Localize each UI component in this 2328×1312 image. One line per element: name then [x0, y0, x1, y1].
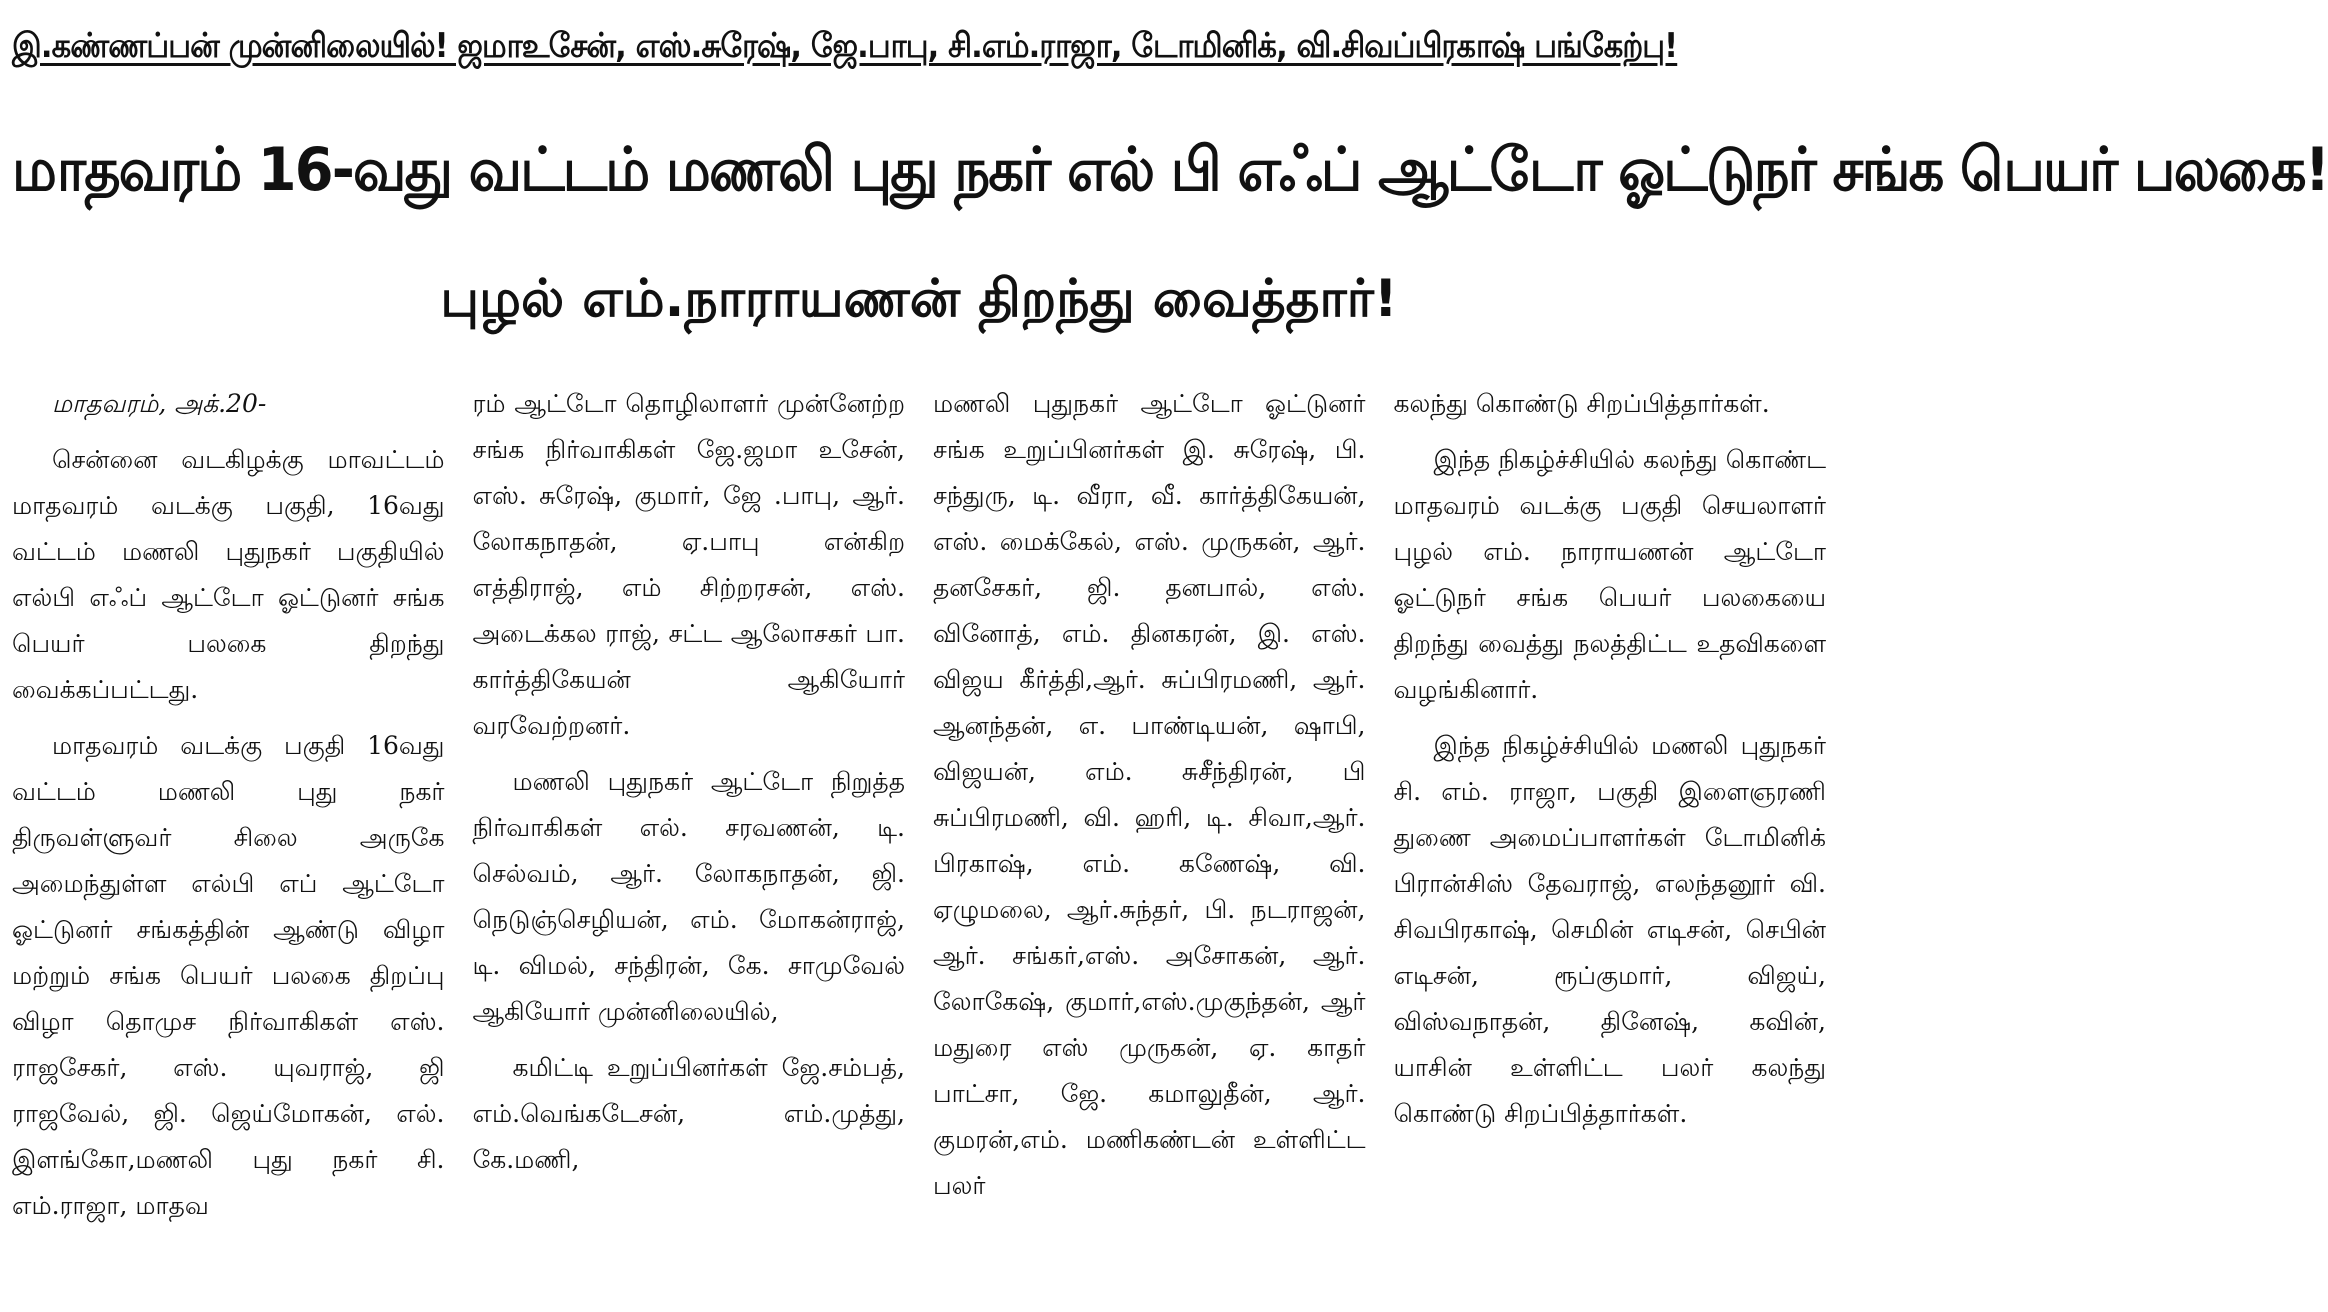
paragraph: சென்னை வடகிழக்கு மாவட்டம் மாதவரம் வடக்கு பகுதி, 16வது வட்டம் மணலி புதுநகர் பகுதியில் எல்பி எஃப் ஆட்டோ ஓட்டுனர் சங்க பெயர் பலகை திறந்து வைக்கப்பட்டது. [12, 445, 445, 704]
subheadline: புழல் எம்.நாராயணன் திறந்து வைத்தார்! [440, 269, 1398, 329]
paragraph: மாதவரம் வடக்கு பகுதி 16வது வட்டம் மணலி புது நகர் திருவள்ளுவர் சிலை அருகே அமைந்துள்ள எல்பி எப் ஆட்டோ ஓட்டுனர் சங்கத்தின் ஆண்டு விழா மற்றும் சங்க பெயர் பலகை திறப்பு விழா தொமுச நிர்வாகிகள் எஸ். ராஜசேகர், எஸ். யுவராஜ், ஜி ராஜவேல், ஜி. ஜெய்மோகன், எல். இளங்கோ,மணலி புது நகர் சி. எம்.ராஜா, மாதவ [12, 731, 445, 1220]
paragraph: இந்த நிகழ்ச்சியில் கலந்து கொண்ட மாதவரம் வடக்கு பகுதி செயலாளர் புழல் எம். நாராயணன் ஆட்டோ ஓட்டுநர் சங்க பெயர் பலகையை திறந்து வைத்து நலத்திட்ட உதவிகளை வழங்கினார். [1393, 445, 1826, 704]
dateline: மாதவரம், அக்.20- [52, 389, 267, 418]
paragraph: ரம் ஆட்டோ தொழிலாளர் முன்னேற்ற சங்க நிர்வாகிகள் ஜே.ஜமா உசேன், எஸ். சுரேஷ், குமார், ஜே .பாபு, ஆர். லோகநாதன், ஏ.பாபு என்கிற எத்திராஜ், எம் சிற்றரசன், எஸ். அடைக்கல ராஜ், சட்ட ஆலோசகர் பா. கார்த்திகேயன் ஆகியோர் வரவேற்றனர். [472, 389, 905, 740]
article-column-1 [12, 381, 445, 1312]
article-column-4 [1394, 381, 1827, 1312]
paragraph: கமிட்டி உறுப்பினர்கள் ஜே.சம்பத், எம்.வெங்கடேசன், எம்.முத்து, கே.மணி, [472, 1053, 905, 1174]
newspaper-page [0, 6, 2328, 1312]
article-column-2 [473, 381, 906, 1312]
paragraph: மணலி புதுநகர் ஆட்டோ நிறுத்த நிர்வாகிகள் எல். சரவணன், டி. செல்வம், ஆர். லோகநாதன், ஜி. நெடுஞ்செழியன், எம். மோகன்ராஜ், டி. விமல், சந்திரன், கே. சாமுவேல் ஆகியோர் முன்னிலையில், [472, 767, 905, 1026]
article-column-3 [933, 381, 1366, 1312]
kicker-line: இ.கண்ணப்பன் முன்னிலையில்! ஜமாஉசேன், எஸ்.சுரேஷ், ஜே.பாபு, சி.எம்.ராஜா, டோமினிக், வி.சிவப்பிரகாஷ் பங்கேற்பு! [12, 26, 1678, 66]
headline: மாதவரம் 16-வது வட்டம் மணலி புது நகர் எல் பி எஃப் ஆட்டோ ஓட்டுநர் சங்க பெயர் பலகை! [12, 135, 2328, 205]
article-body [12, 381, 1826, 1312]
paragraph: மணலி புதுநகர் ஆட்டோ ஓட்டுனர் சங்க உறுப்பினர்கள் இ. சுரேஷ், பி. சந்துரு, டி. வீரா, வீ. கார்த்திகேயன், எஸ். மைக்கேல், எஸ். முருகன், ஆர். தனசேகர், ஜி. தனபால், எஸ். வினோத், எம். தினகரன், இ. எஸ். விஜய கீர்த்தி,ஆர். சுப்பிரமணி, ஆர். ஆனந்தன், எ. பாண்டியன், ஷாபி, விஜயன், எம். சுசீந்திரன், பி சுப்பிரமணி, வி. ஹரி, டி. சிவா,ஆர். பிரகாஷ், எம். கணேஷ், வி. ஏழுமலை, ஆர்.சுந்தர், பி. நடராஜன், ஆர். சங்கர்,எஸ். அசோகன், ஆர். லோகேஷ், குமார்,எஸ்.முகுந்தன், ஆர் மதுரை எஸ் முருகன், ஏ. காதர் பாட்சா, ஜே. கமாலுதீன், ஆர். குமரன்,எம். மணிகண்டன் உள்ளிட்ட பலர் [933, 389, 1366, 1200]
paragraph: கலந்து கொண்டு சிறப்பித்தார்கள். [1393, 389, 1770, 418]
paragraph: இந்த நிகழ்ச்சியில் மணலி புதுநகர் சி. எம். ராஜா, பகுதி இளைஞரணி துணை அமைப்பாளர்கள் டோமினிக் பிரான்சிஸ் தேவராஜ், எலந்தனூர் வி. சிவபிரகாஷ், செமின் எடிசன், செபின் எடிசன், ரூப்குமார், விஜய், விஸ்வநாதன், தினேஷ், கவின், யாசின் உள்ளிட்ட பலர் கலந்து கொண்டு சிறப்பித்தார்கள். [1393, 731, 1826, 1128]
